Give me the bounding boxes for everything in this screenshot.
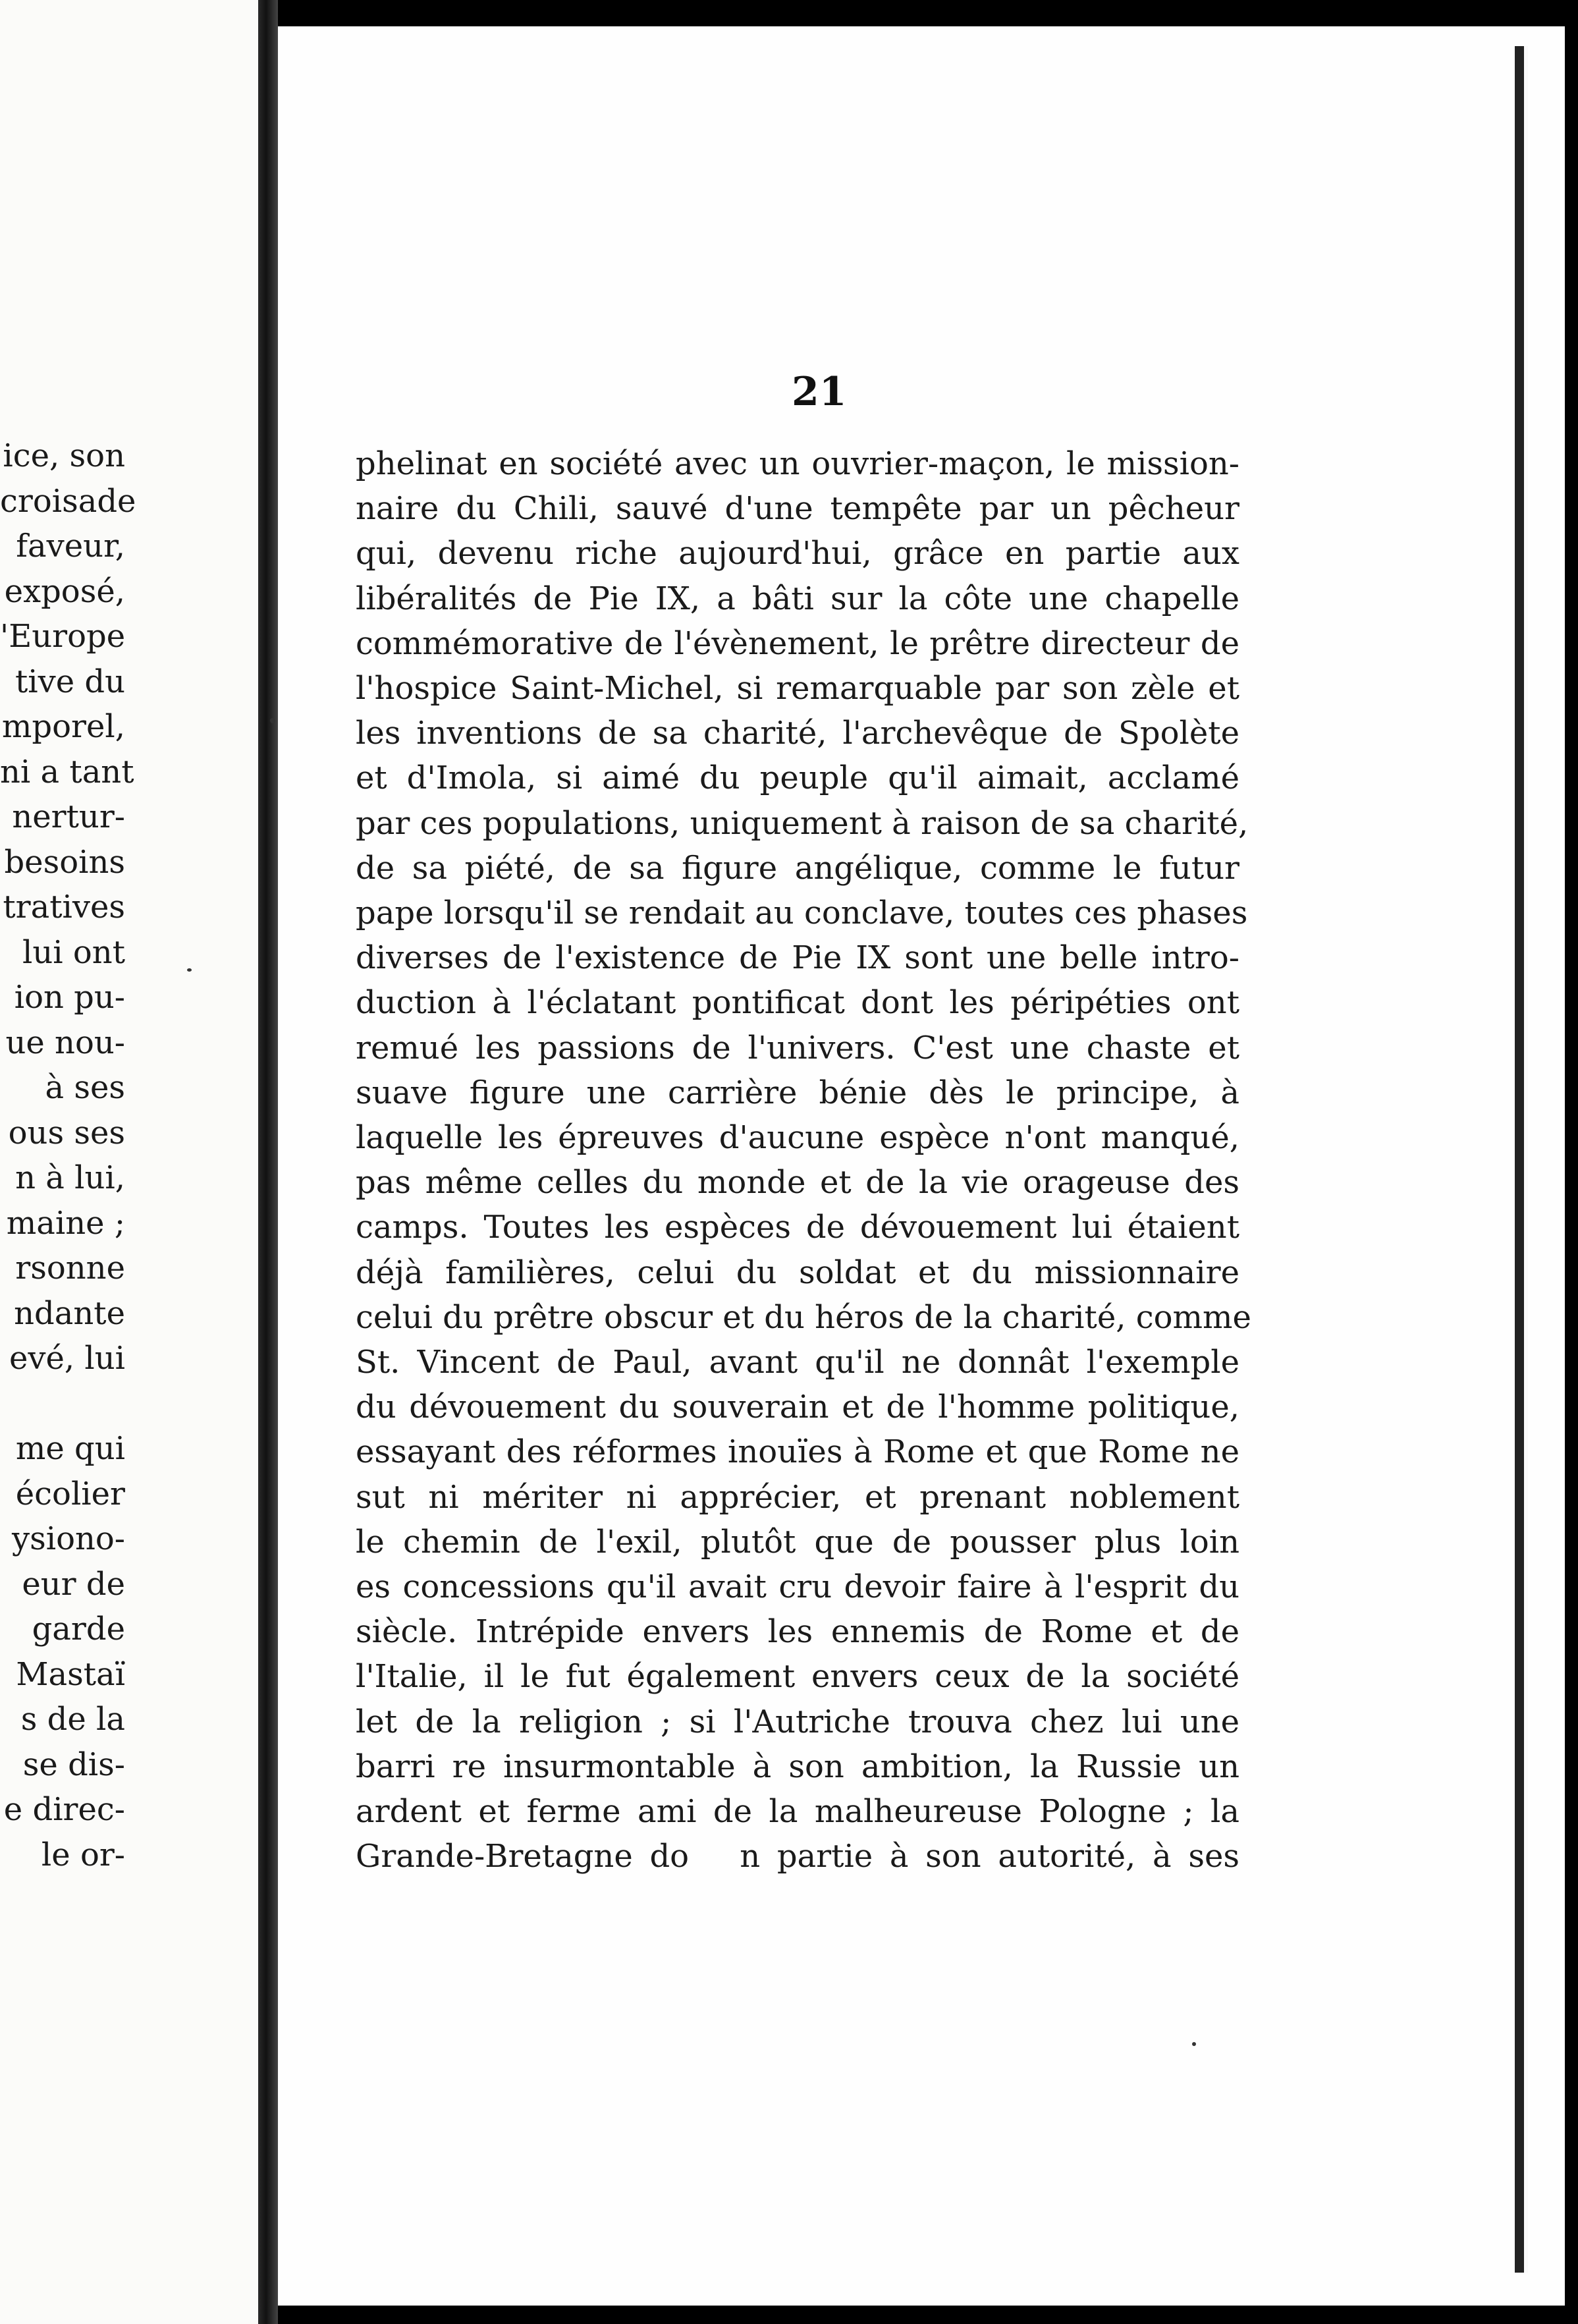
text-line: duction à l'éclatant pontificat dont les péripéties ont (356, 984, 1239, 1022)
text-line: écolier (15, 1475, 125, 1512)
page-number: 21 (792, 369, 847, 415)
text-line: les inventions de sa charité, l'archevêque de Spolète (356, 715, 1239, 752)
text-line: ion pu- (14, 979, 125, 1016)
text-line: e direc- (3, 1791, 125, 1828)
text-line: le or- (41, 1836, 125, 1873)
text-line: eur de (22, 1565, 125, 1603)
text-line: le chemin de l'exil, plutôt que de pousser plus loin (356, 1523, 1239, 1561)
text-line: garde (32, 1611, 125, 1647)
text-line: siècle. Intrépide envers les ennemis de Rome et de (356, 1613, 1239, 1651)
text-line: par ces populations, uniquement à raison de sa charité, (356, 804, 1249, 842)
text-line: faveur, (16, 528, 125, 565)
text-line: laquelle les épreuves d'aucune espèce n'ont manqué, (356, 1119, 1239, 1156)
ink-speck (270, 718, 275, 723)
text-line: ardent et ferme ami de la malheureuse Pologne ; la (356, 1793, 1239, 1830)
text-line: se dis- (22, 1746, 125, 1783)
text-line: rsonne (15, 1250, 125, 1286)
text-line: ysiono- (11, 1520, 125, 1557)
right-page-edge-shadow (1515, 46, 1524, 2273)
text-line: Mastaï (16, 1655, 125, 1693)
text-line: de sa piété, de sa figure angélique, comme le futur (356, 849, 1239, 887)
text-line: ni a tant (0, 753, 134, 790)
text-line: croisade (0, 482, 136, 520)
text-line: libéralités de Pie IX, a bâti sur la côte une chapelle (356, 580, 1239, 617)
text-line: maine ; (6, 1204, 125, 1242)
text-line: ice, son (3, 437, 125, 474)
text-line: sut ni mériter ni apprécier, et prenant noblement (356, 1478, 1239, 1516)
text-line: tratives (3, 889, 125, 926)
book-gutter (258, 0, 278, 2324)
text-line: commémorative de l'évènement, le prêtre directeur de (356, 624, 1239, 662)
text-line: déjà familières, celui du soldat et du missionnaire (356, 1254, 1239, 1291)
text-line: St. Vincent de Paul, avant qu'il ne donnât l'exemple (356, 1344, 1239, 1381)
text-line: celui du prêtre obscur et du héros de la charité, comme (356, 1298, 1251, 1336)
text-line: ndante (14, 1294, 125, 1332)
text-line: barri re insurmontable à son ambition, la Russie un (356, 1748, 1239, 1785)
text-line: phelinat en société avec un ouvrier-maçon, le mission- (356, 445, 1239, 482)
right-page-edge (1524, 46, 1528, 2273)
ink-speck (187, 968, 192, 972)
text-line: n à lui, (15, 1159, 125, 1196)
text-line: es concessions qu'il avait cru devoir faire à l'esprit du (356, 1568, 1239, 1605)
text-line: pape lorsqu'il se rendait au conclave, toutes ces phases (356, 895, 1248, 931)
text-line: l'Italie, il le fut également envers ceux de la société (356, 1658, 1239, 1696)
text-line: Grande-Bretagne do n partie à son autorité, à ses (356, 1838, 1239, 1875)
text-line: ous ses (8, 1114, 125, 1151)
text-line: essayant des réformes inouïes à Rome et que Rome ne (356, 1433, 1239, 1471)
ink-speck (1192, 2042, 1196, 2046)
text-line: tive du (14, 663, 125, 700)
text-line: pas même celles du monde et de la vie orageuse des (356, 1164, 1239, 1202)
text-line: let de la religion ; si l'Autriche trouva chez lui une (356, 1703, 1239, 1740)
text-line: evé, lui (9, 1340, 125, 1377)
text-line: s de la (20, 1701, 125, 1738)
text-line: me qui (15, 1430, 125, 1467)
text-line: et d'Imola, si aimé du peuple qu'il aimait, acclamé (356, 760, 1239, 797)
text-line: nertur- (12, 798, 125, 835)
text-line: exposé, (4, 572, 125, 610)
text-line: lui ont (22, 933, 125, 971)
text-line: camps. Toutes les espèces de dévouement lui étaient (356, 1209, 1239, 1246)
text-line: naire du Chili, sauvé d'une tempête par un pêcheur (356, 490, 1239, 528)
text-line: 'Europe (0, 618, 126, 655)
text-line: diverses de l'existence de Pie IX sont une belle intro- (356, 939, 1239, 977)
text-line: qui, devenu riche aujourd'hui, grâce en partie aux (356, 535, 1239, 572)
text-line: l'hospice Saint-Michel, si remarquable par son zèle et (356, 670, 1239, 707)
text-line: remué les passions de l'univers. C'est une chaste et (356, 1029, 1239, 1066)
text-line: besoins (4, 843, 125, 881)
text-line: du dévouement du souverain et de l'homme politique, (356, 1389, 1239, 1426)
text-line: à ses (45, 1069, 125, 1106)
text-line: suave figure une carrière bénie dès le principe, à (356, 1074, 1239, 1111)
text-line: ue nou- (5, 1024, 125, 1061)
text-line: mporel, (1, 708, 125, 745)
